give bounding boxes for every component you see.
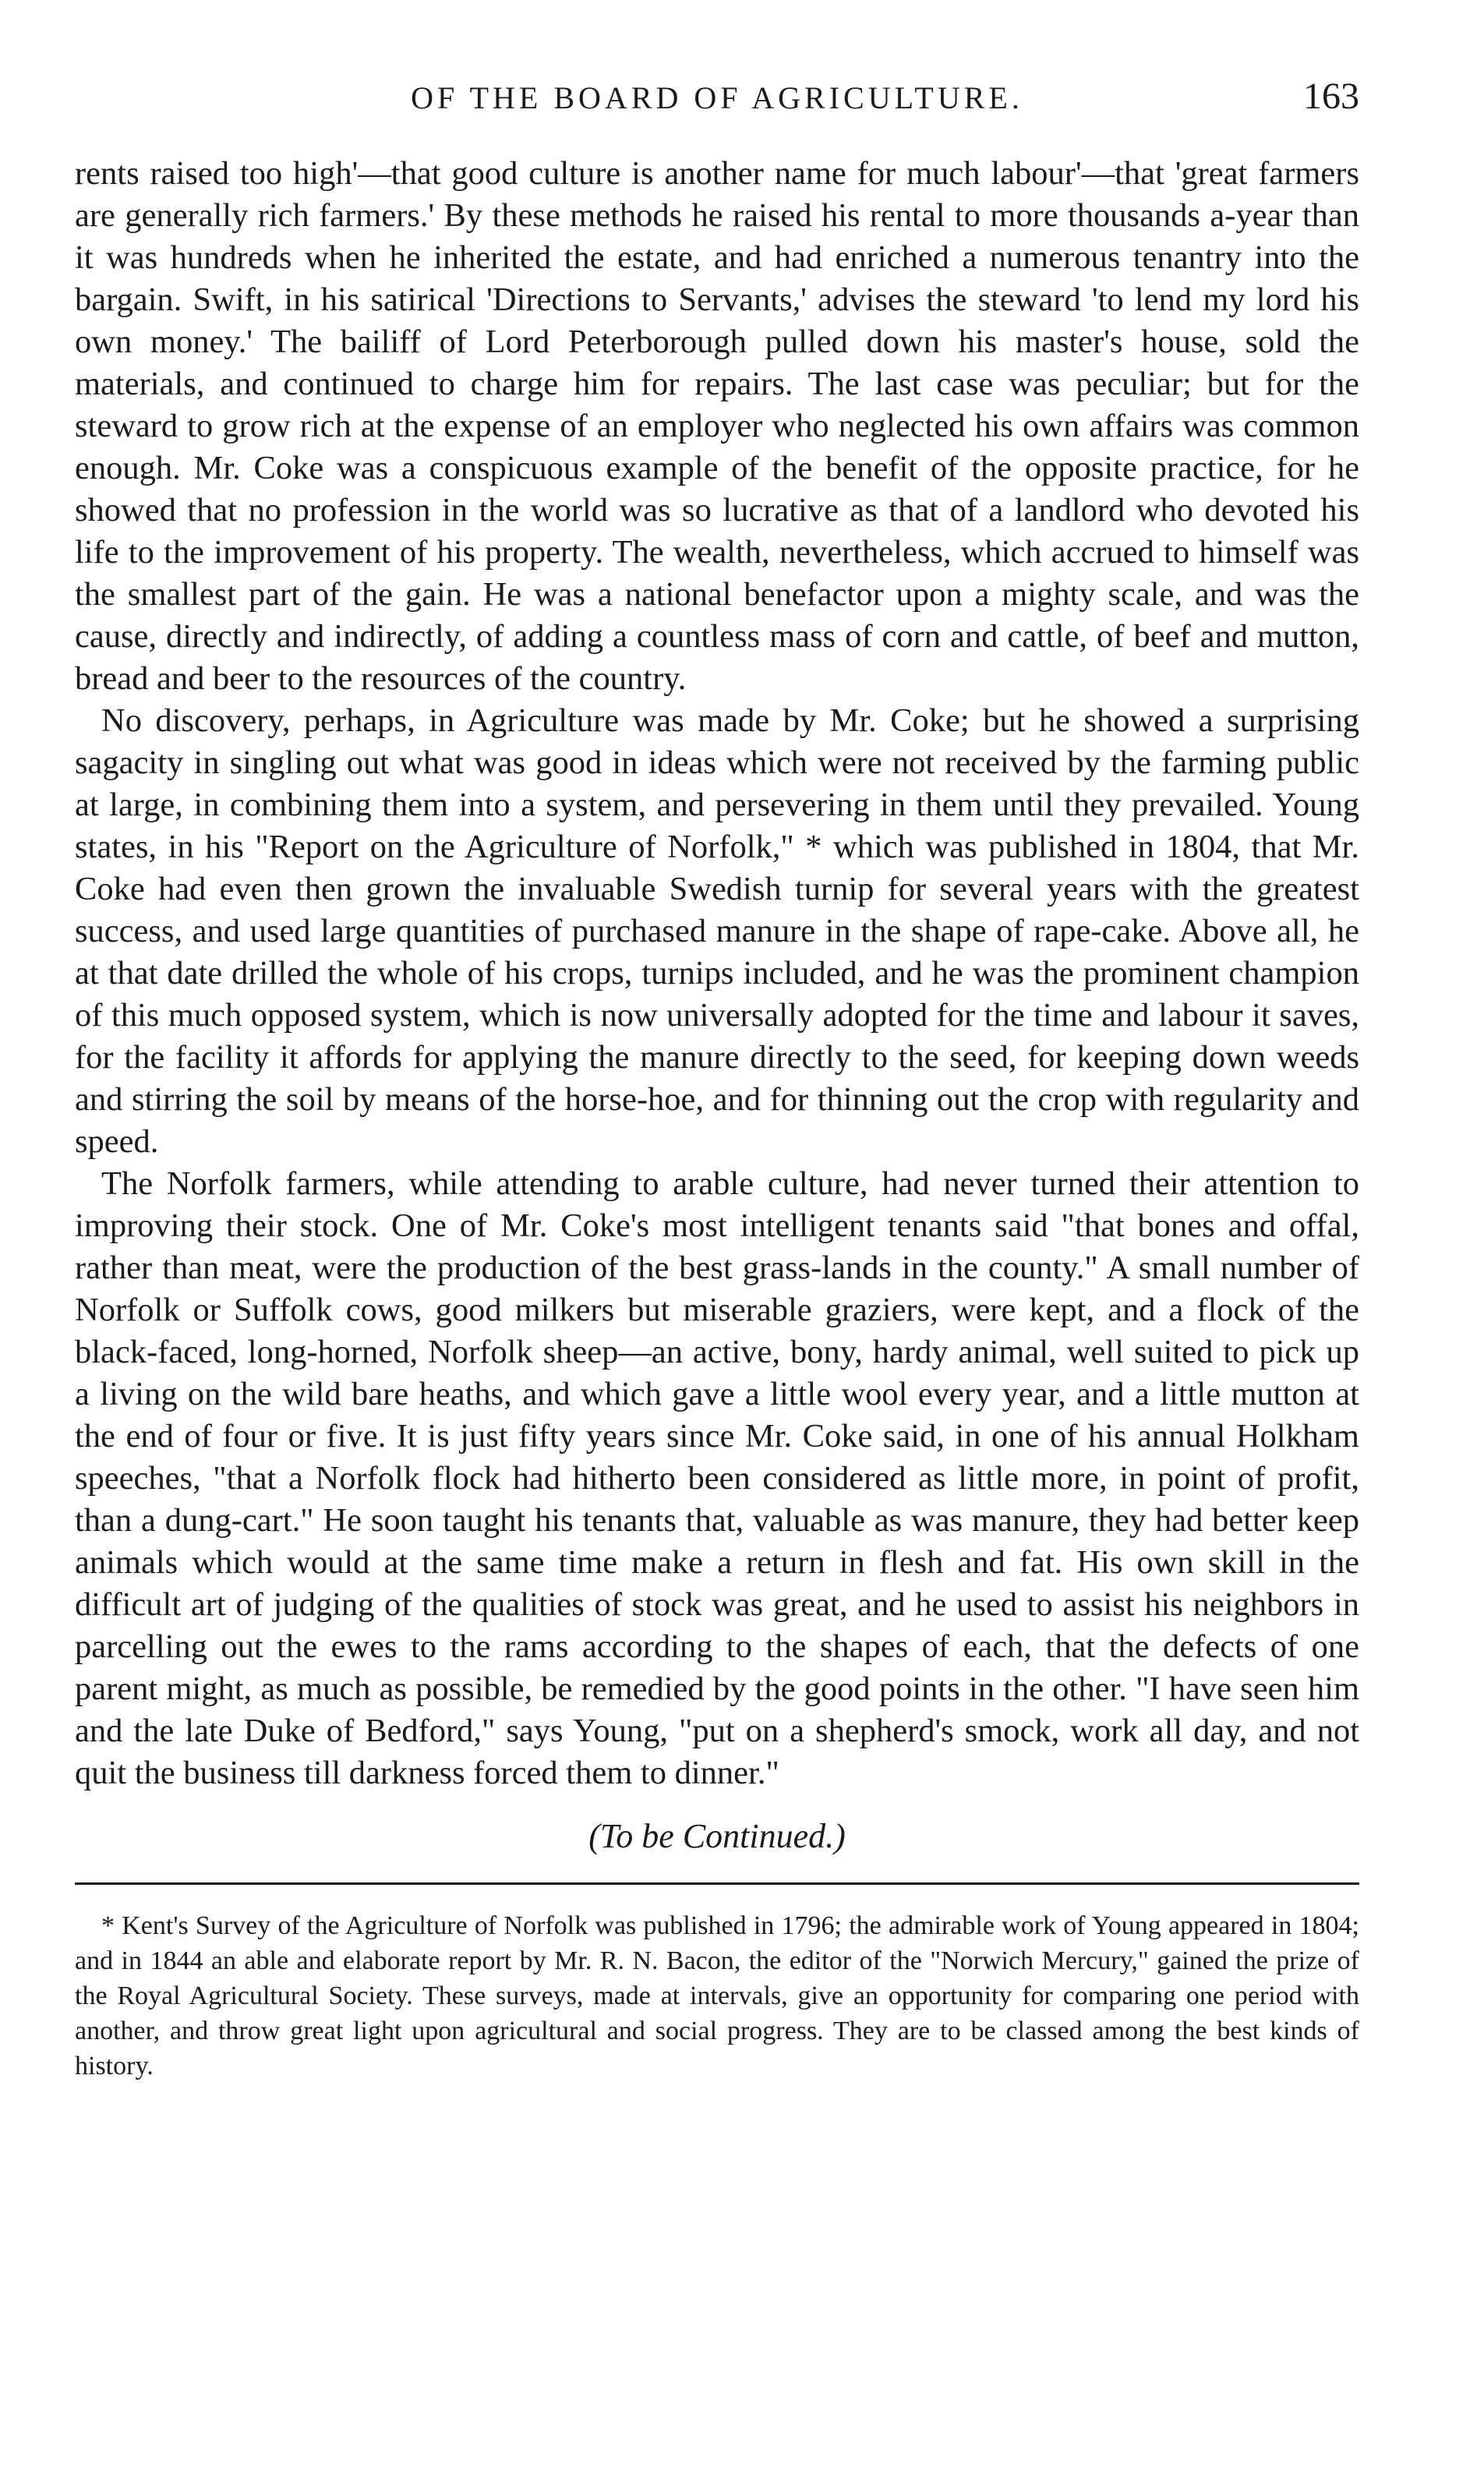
- paragraph-stock: The Norfolk farmers, while attending to arable culture, had never turned their attention to improving their stock. One of Mr. Coke's most intelligent tenants said "that bones and offal, rather than meat, were the production of the best grass-lands in the county." A small number of Norfolk or Suffolk cows, good milkers but miserable graziers, were kept, and a flock of the black-faced, long-horned, Norfolk sheep—an active, bony, hardy animal, well suited to pick up a living on the wild bare heaths, and which gave a little wool every year, and a little mutton at the end of four or five. It is just fifty years since Mr. Coke said, in one of his annual Holkham speeches, "that a Norfolk flock had hitherto been considered as little more, in point of profit, than a dung-cart." He soon taught his tenants that, valuable as was manure, they had better keep animals which would at the same time make a return in flesh and fat. His own skill in the difficult art of judging of the qualities of stock was great, and he used to assist his neighbors in parcelling out the ewes to the rams according to the shapes of each, that the defects of one parent might, as much as possible, be remedied by the good points in the other. "I have seen him and the late Duke of Bedford," says Young, "put on a shepherd's smock, work all day, and not quit the business till darkness forced them to dinner.": [75, 1165, 1359, 1791]
- book-page: [75, 75, 1359, 2084]
- page-number: 163: [1303, 76, 1359, 117]
- body-text: [75, 153, 1359, 1794]
- paragraph-drilling: No discovery, perhaps, in Agriculture was made by Mr. Coke; but he showed a surprising sagacity in singling out what was good in ideas which were not received by the farming public at large, in combining them into a system, and persevering in them until they prevailed. Young states, in his "Report on the Agriculture of Norfolk," * which was published in 1804, that Mr. Coke had even then grown the invaluable Swedish turnip for several years with the greatest success, and used large quantities of purchased manure in the shape of rape-cake. Above all, he at that date drilled the whole of his crops, turnips included, and he was the prominent champion of this much opposed system, which is now universally adopted for the time and labour it saves, for the facility it affords for applying the manure directly to the seed, for keeping down weeds and stirring the soil by means of the horse-hoe, and for thinning out the crop with regularity and speed.: [75, 702, 1359, 1160]
- footnote-rule: [75, 1882, 1359, 1885]
- running-title: OF THE BOARD OF AGRICULTURE.: [411, 80, 1023, 115]
- page-header: [75, 75, 1359, 137]
- footnote: * Kent's Survey of the Agriculture of Norfolk was published in 1796; the admirable work of Young appeared in 1804; and in 1844 an able and elaborate report by Mr. R. N. Bacon, the editor of the "Norwich Mercury," gained the prize of the Royal Agricultural Society. These surveys, made at intervals, give an opportunity for comparing one period with another, and throw great light upon agricultural and social progress. They are to be classed among the best kinds of history.: [75, 1911, 1359, 2080]
- continued-note: (To be Continued.): [588, 1817, 846, 1855]
- paragraph-continuation: rents raised too high'—that good culture is another name for much labour'—that 'great farmers are generally rich farmers.' By these methods he raised his rental to more thousands a-year than it was hundreds when he inherited the estate, and had enriched a numerous tenantry into the bargain. Swift, in his satirical 'Directions to Servants,' advises the steward 'to lend my lord his own money.' The bailiff of Lord Peterborough pulled down his master's house, sold the materials, and continued to charge him for repairs. The last case was peculiar; but for the steward to grow rich at the expense of an employer who neglected his own affairs was common enough. Mr. Coke was a conspicuous example of the benefit of the opposite practice, for he showed that no profession in the world was so lucrative as that of a landlord who devoted his life to the improvement of his property. The wealth, nevertheless, which accrued to himself was the smallest part of the gain. He was a national benefactor upon a mighty scale, and was the cause, directly and indirectly, of adding a countless mass of corn and cattle, of beef and mutton, bread and beer to the resources of the country.: [75, 155, 1359, 697]
